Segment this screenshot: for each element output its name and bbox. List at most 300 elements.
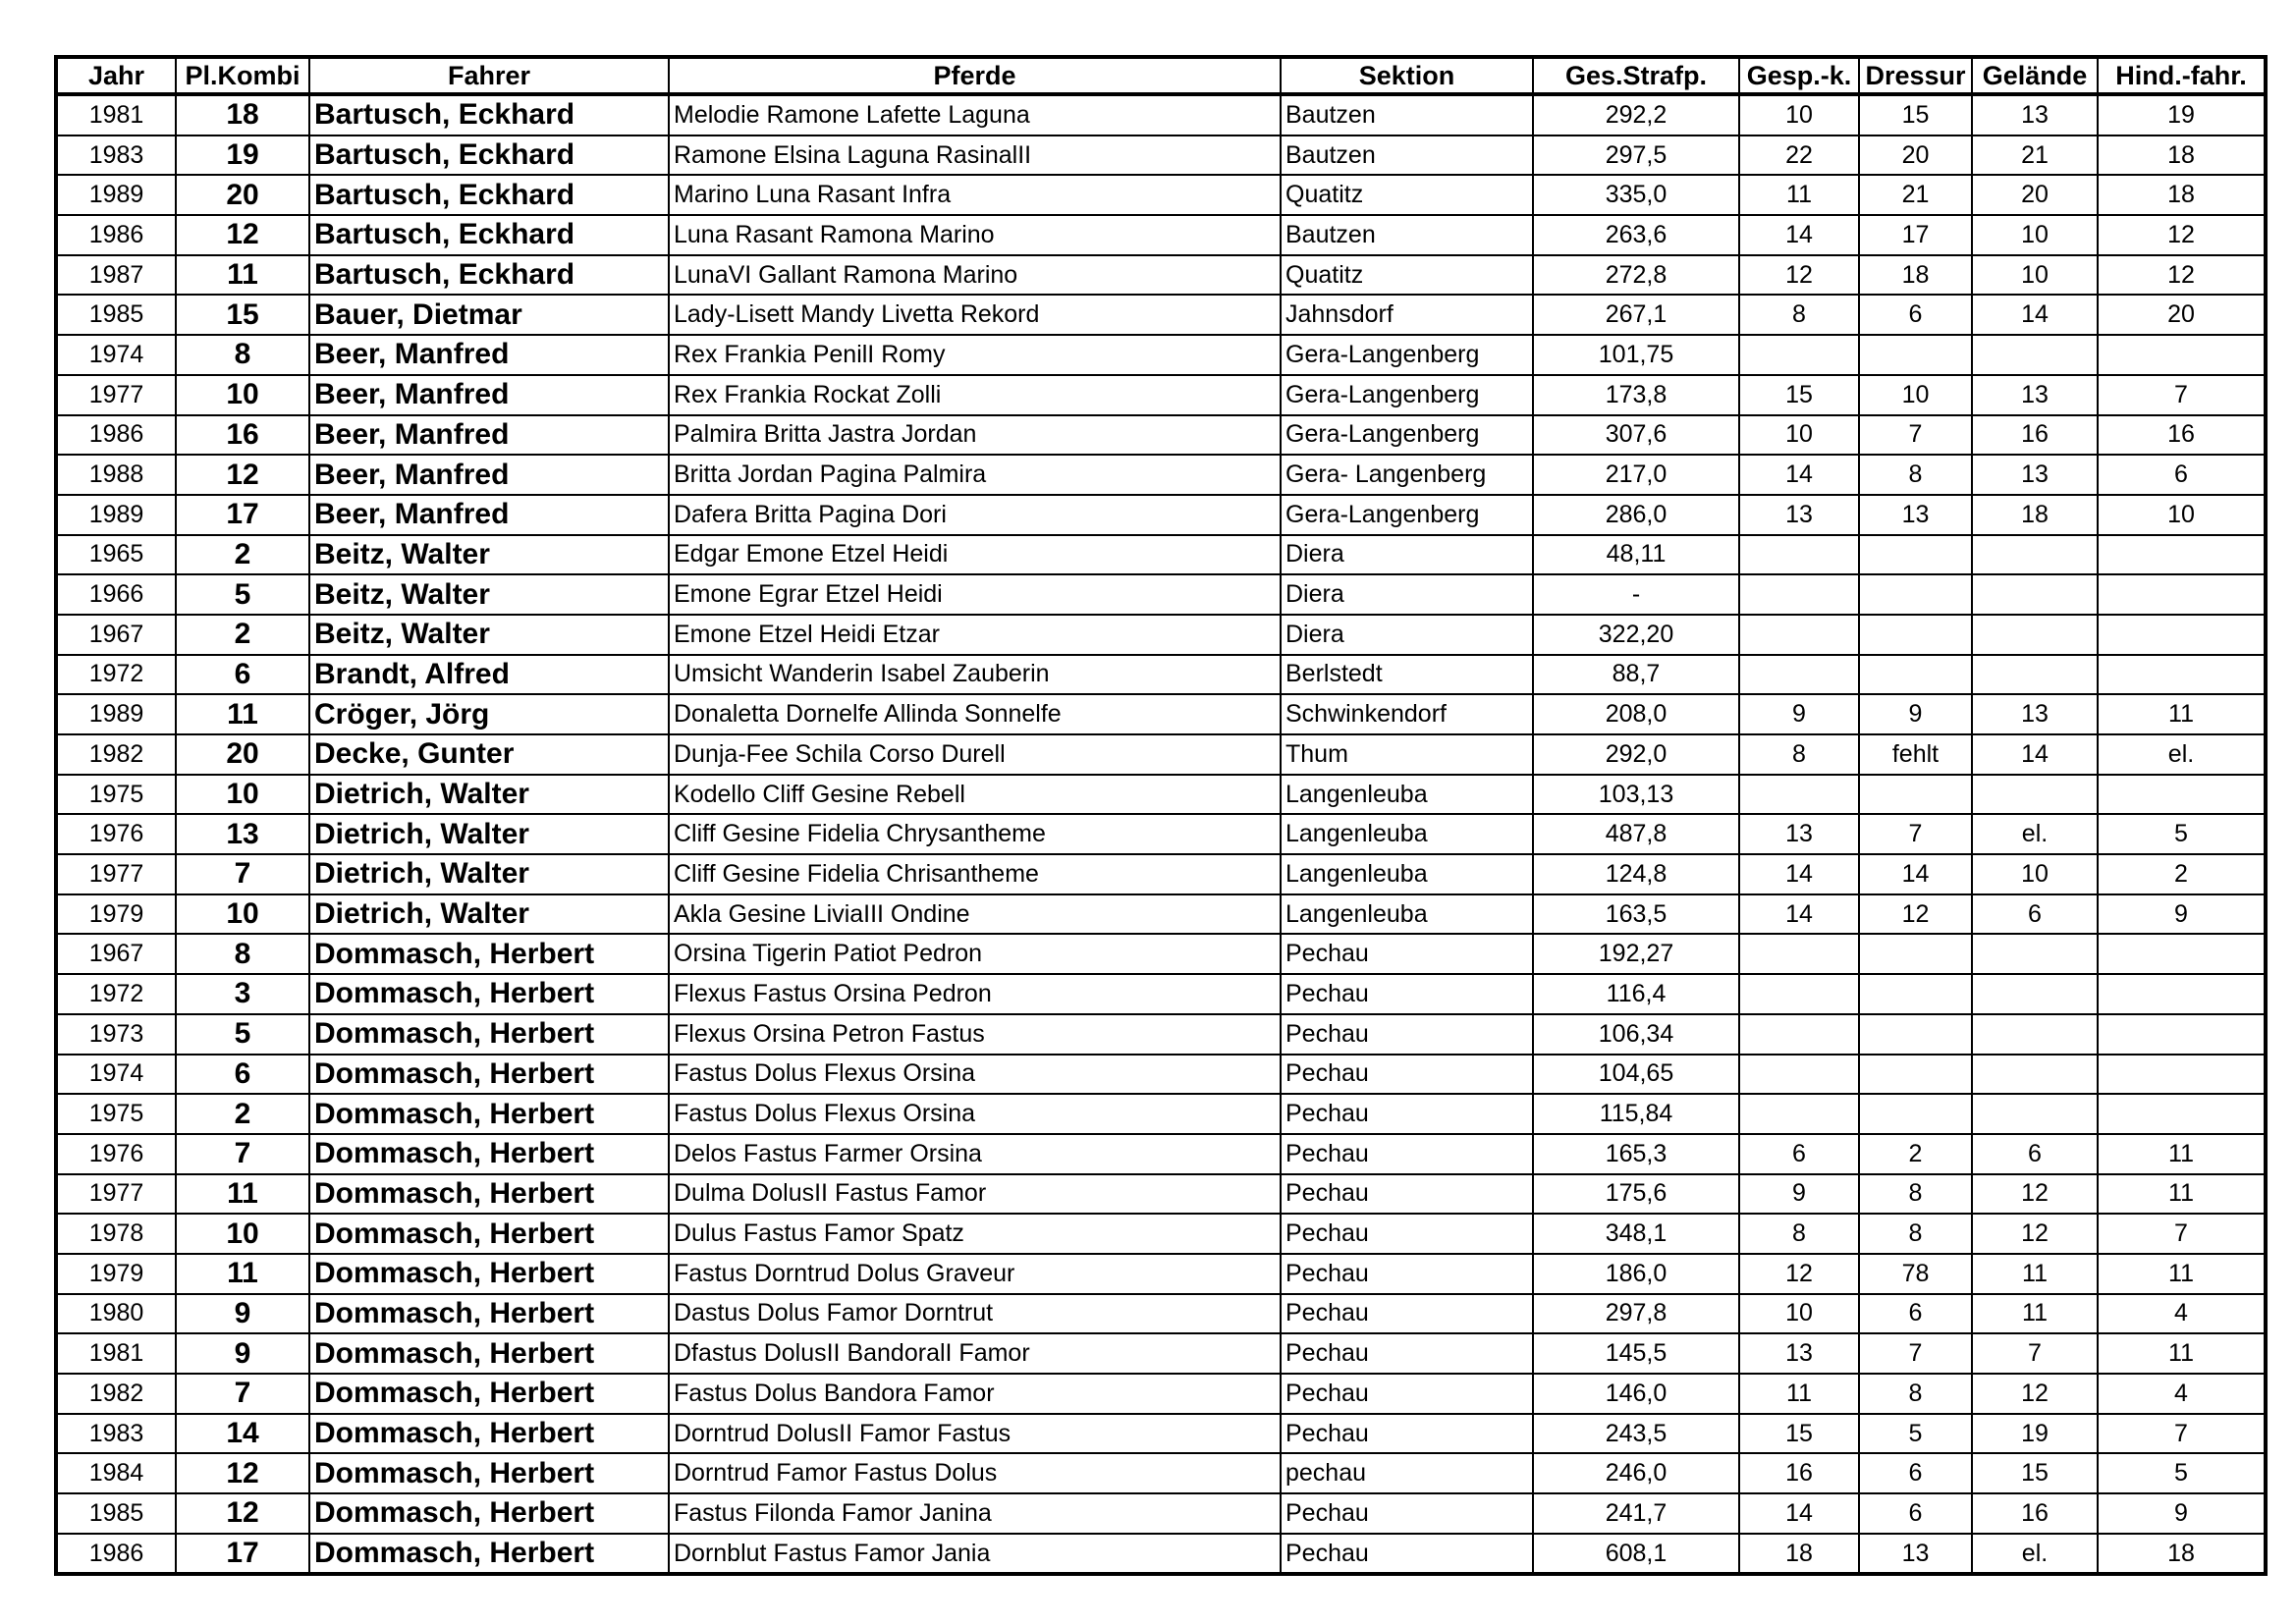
cell-ges-strafp: 272,8 xyxy=(1533,255,1739,296)
cell-dressur: 6 xyxy=(1859,1493,1972,1534)
cell-hind-fahr xyxy=(2098,775,2266,815)
cell-gesp-k: 8 xyxy=(1739,734,1859,775)
cell-pl-kombi: 17 xyxy=(176,495,309,535)
table-row xyxy=(56,1174,2266,1215)
cell-jahr: 1981 xyxy=(56,1333,176,1374)
cell-ges-strafp: 106,34 xyxy=(1533,1014,1739,1055)
cell-ges-strafp: 101,75 xyxy=(1533,335,1739,375)
cell-ges-strafp: 115,84 xyxy=(1533,1094,1739,1134)
cell-gesp-k xyxy=(1739,934,1859,974)
cell-dressur: fehlt xyxy=(1859,734,1972,775)
cell-pferde: Orsina Tigerin Patiot Pedron xyxy=(669,934,1281,974)
cell-pl-kombi: 2 xyxy=(176,535,309,575)
cell-fahrer: Dommasch, Herbert xyxy=(309,1134,669,1174)
table-row xyxy=(56,974,2266,1014)
cell-sektion: Pechau xyxy=(1281,974,1533,1014)
cell-pferde: Cliff Gesine Fidelia Chrysantheme xyxy=(669,814,1281,854)
cell-pl-kombi: 9 xyxy=(176,1294,309,1334)
cell-dressur: 12 xyxy=(1859,894,1972,935)
cell-dressur xyxy=(1859,615,1972,655)
cell-gesp-k: 15 xyxy=(1739,1414,1859,1454)
cell-hind-fahr: 10 xyxy=(2098,495,2266,535)
cell-pferde: LunaVI Gallant Ramona Marino xyxy=(669,255,1281,296)
cell-sektion: Langenleuba xyxy=(1281,894,1533,935)
cell-pferde: Donaletta Dornelfe Allinda Sonnelfe xyxy=(669,694,1281,734)
cell-sektion: Bautzen xyxy=(1281,94,1533,135)
cell-hind-fahr: 5 xyxy=(2098,1453,2266,1493)
cell-gesp-k: 14 xyxy=(1739,854,1859,894)
cell-ges-strafp: 192,27 xyxy=(1533,934,1739,974)
cell-fahrer: Beer, Manfred xyxy=(309,335,669,375)
cell-hind-fahr xyxy=(2098,934,2266,974)
cell-fahrer: Beitz, Walter xyxy=(309,535,669,575)
table-row xyxy=(56,94,2266,135)
cell-pferde: Ramone Elsina Laguna RasinalII xyxy=(669,135,1281,176)
table-row xyxy=(56,1453,2266,1493)
cell-pl-kombi: 9 xyxy=(176,1333,309,1374)
cell-gesp-k: 8 xyxy=(1739,1214,1859,1254)
cell-jahr: 1989 xyxy=(56,694,176,734)
table-row xyxy=(56,1134,2266,1174)
cell-gesp-k xyxy=(1739,1014,1859,1055)
cell-gelaende: 19 xyxy=(1972,1414,2098,1454)
cell-hind-fahr xyxy=(2098,574,2266,615)
cell-jahr: 1989 xyxy=(56,495,176,535)
table-row xyxy=(56,375,2266,415)
cell-jahr: 1986 xyxy=(56,1534,176,1575)
cell-pferde: Delos Fastus Farmer Orsina xyxy=(669,1134,1281,1174)
cell-sektion: Pechau xyxy=(1281,1414,1533,1454)
cell-sektion: Pechau xyxy=(1281,1014,1533,1055)
cell-sektion: Diera xyxy=(1281,574,1533,615)
cell-sektion: Pechau xyxy=(1281,1534,1533,1575)
table-row xyxy=(56,615,2266,655)
cell-hind-fahr: 11 xyxy=(2098,1134,2266,1174)
cell-hind-fahr: 4 xyxy=(2098,1294,2266,1334)
cell-pl-kombi: 16 xyxy=(176,415,309,456)
cell-sektion: Gera-Langenberg xyxy=(1281,415,1533,456)
cell-hind-fahr: el. xyxy=(2098,734,2266,775)
cell-dressur: 2 xyxy=(1859,1134,1972,1174)
cell-dressur: 6 xyxy=(1859,295,1972,335)
cell-pl-kombi: 7 xyxy=(176,854,309,894)
cell-gesp-k xyxy=(1739,1094,1859,1134)
cell-hind-fahr: 12 xyxy=(2098,215,2266,255)
table-row xyxy=(56,1014,2266,1055)
cell-hind-fahr: 12 xyxy=(2098,255,2266,296)
cell-gesp-k: 15 xyxy=(1739,375,1859,415)
cell-pl-kombi: 11 xyxy=(176,1254,309,1294)
cell-ges-strafp: 124,8 xyxy=(1533,854,1739,894)
cell-hind-fahr: 18 xyxy=(2098,135,2266,176)
cell-pl-kombi: 13 xyxy=(176,814,309,854)
cell-dressur: 18 xyxy=(1859,255,1972,296)
table-row xyxy=(56,255,2266,296)
cell-gesp-k: 9 xyxy=(1739,694,1859,734)
cell-pl-kombi: 12 xyxy=(176,455,309,495)
cell-fahrer: Bartusch, Eckhard xyxy=(309,135,669,176)
cell-gesp-k: 10 xyxy=(1739,1294,1859,1334)
cell-dressur: 13 xyxy=(1859,1534,1972,1575)
cell-fahrer: Beer, Manfred xyxy=(309,455,669,495)
header-row xyxy=(56,57,2266,94)
cell-pl-kombi: 19 xyxy=(176,135,309,176)
table-row xyxy=(56,335,2266,375)
cell-pferde: Edgar Emone Etzel Heidi xyxy=(669,535,1281,575)
cell-jahr: 1976 xyxy=(56,1134,176,1174)
cell-dressur: 21 xyxy=(1859,175,1972,215)
cell-gesp-k: 11 xyxy=(1739,175,1859,215)
cell-pl-kombi: 12 xyxy=(176,215,309,255)
table-row xyxy=(56,1534,2266,1575)
cell-jahr: 1973 xyxy=(56,1014,176,1055)
header-ges-strafp: Ges.Strafp. xyxy=(1533,57,1739,94)
cell-gelaende xyxy=(1972,655,2098,695)
cell-fahrer: Beer, Manfred xyxy=(309,375,669,415)
cell-pl-kombi: 18 xyxy=(176,94,309,135)
cell-ges-strafp: 175,6 xyxy=(1533,1174,1739,1215)
table-row xyxy=(56,1254,2266,1294)
cell-dressur: 6 xyxy=(1859,1453,1972,1493)
cell-ges-strafp: 116,4 xyxy=(1533,974,1739,1014)
cell-pl-kombi: 11 xyxy=(176,255,309,296)
cell-fahrer: Dommasch, Herbert xyxy=(309,974,669,1014)
cell-gesp-k: 9 xyxy=(1739,1174,1859,1215)
cell-gelaende: 10 xyxy=(1972,215,2098,255)
cell-hind-fahr: 11 xyxy=(2098,1333,2266,1374)
cell-pferde: Palmira Britta Jastra Jordan xyxy=(669,415,1281,456)
table-row xyxy=(56,574,2266,615)
cell-pl-kombi: 10 xyxy=(176,894,309,935)
cell-pferde: Dfastus DolusII BandoralI Famor xyxy=(669,1333,1281,1374)
cell-pl-kombi: 10 xyxy=(176,775,309,815)
cell-gesp-k xyxy=(1739,1055,1859,1095)
cell-pferde: Emone Egrar Etzel Heidi xyxy=(669,574,1281,615)
cell-jahr: 1965 xyxy=(56,535,176,575)
cell-jahr: 1974 xyxy=(56,335,176,375)
cell-sektion: Berlstedt xyxy=(1281,655,1533,695)
table-row xyxy=(56,775,2266,815)
cell-gesp-k: 12 xyxy=(1739,255,1859,296)
cell-gelaende xyxy=(1972,934,2098,974)
cell-pferde: Dafera Britta Pagina Dori xyxy=(669,495,1281,535)
cell-gelaende: 21 xyxy=(1972,135,2098,176)
cell-fahrer: Beer, Manfred xyxy=(309,495,669,535)
cell-sektion: Langenleuba xyxy=(1281,775,1533,815)
cell-gelaende: 14 xyxy=(1972,295,2098,335)
cell-jahr: 1978 xyxy=(56,1214,176,1254)
cell-gesp-k: 13 xyxy=(1739,1333,1859,1374)
cell-pl-kombi: 12 xyxy=(176,1493,309,1534)
cell-dressur xyxy=(1859,655,1972,695)
table-row xyxy=(56,535,2266,575)
cell-pferde: Emone Etzel Heidi Etzar xyxy=(669,615,1281,655)
cell-ges-strafp: 297,5 xyxy=(1533,135,1739,176)
cell-pferde: Umsicht Wanderin Isabel Zauberin xyxy=(669,655,1281,695)
cell-dressur xyxy=(1859,775,1972,815)
header-hind-fahr: Hind.-fahr. xyxy=(2098,57,2266,94)
cell-sektion: Pechau xyxy=(1281,1174,1533,1215)
header-jahr: Jahr xyxy=(56,57,176,94)
cell-hind-fahr: 7 xyxy=(2098,1214,2266,1254)
cell-dressur: 7 xyxy=(1859,415,1972,456)
cell-dressur: 20 xyxy=(1859,135,1972,176)
cell-pferde: Cliff Gesine Fidelia Chrisantheme xyxy=(669,854,1281,894)
table-row xyxy=(56,495,2266,535)
cell-hind-fahr: 16 xyxy=(2098,415,2266,456)
cell-hind-fahr: 11 xyxy=(2098,1254,2266,1294)
cell-dressur xyxy=(1859,1055,1972,1095)
cell-dressur xyxy=(1859,335,1972,375)
cell-jahr: 1966 xyxy=(56,574,176,615)
cell-fahrer: Dommasch, Herbert xyxy=(309,1333,669,1374)
cell-gesp-k: 14 xyxy=(1739,455,1859,495)
cell-pl-kombi: 5 xyxy=(176,574,309,615)
cell-sektion: Quatitz xyxy=(1281,175,1533,215)
cell-hind-fahr: 9 xyxy=(2098,1493,2266,1534)
cell-hind-fahr: 6 xyxy=(2098,455,2266,495)
cell-jahr: 1977 xyxy=(56,1174,176,1215)
cell-ges-strafp: 348,1 xyxy=(1533,1214,1739,1254)
cell-ges-strafp: 208,0 xyxy=(1533,694,1739,734)
cell-jahr: 1979 xyxy=(56,894,176,935)
cell-gesp-k: 16 xyxy=(1739,1453,1859,1493)
cell-hind-fahr xyxy=(2098,655,2266,695)
cell-fahrer: Dommasch, Herbert xyxy=(309,1014,669,1055)
cell-pferde: Fastus Dolus Flexus Orsina xyxy=(669,1094,1281,1134)
cell-pl-kombi: 6 xyxy=(176,1055,309,1095)
cell-gelaende: el. xyxy=(1972,1534,2098,1575)
cell-dressur xyxy=(1859,574,1972,615)
cell-pl-kombi: 11 xyxy=(176,694,309,734)
cell-pferde: Dulma DolusII Fastus Famor xyxy=(669,1174,1281,1215)
cell-dressur xyxy=(1859,1094,1972,1134)
header-pl-kombi: Pl.Kombi xyxy=(176,57,309,94)
cell-ges-strafp: 146,0 xyxy=(1533,1374,1739,1414)
cell-jahr: 1983 xyxy=(56,1414,176,1454)
cell-ges-strafp: 88,7 xyxy=(1533,655,1739,695)
cell-ges-strafp: 173,8 xyxy=(1533,375,1739,415)
cell-fahrer: Bauer, Dietmar xyxy=(309,295,669,335)
cell-dressur: 5 xyxy=(1859,1414,1972,1454)
cell-gelaende: 16 xyxy=(1972,415,2098,456)
header-gelaende: Gelände xyxy=(1972,57,2098,94)
cell-fahrer: Dommasch, Herbert xyxy=(309,1374,669,1414)
cell-fahrer: Dommasch, Herbert xyxy=(309,934,669,974)
cell-sektion: Pechau xyxy=(1281,1254,1533,1294)
cell-hind-fahr: 2 xyxy=(2098,854,2266,894)
cell-pl-kombi: 15 xyxy=(176,295,309,335)
header-dressur: Dressur xyxy=(1859,57,1972,94)
cell-pl-kombi: 10 xyxy=(176,1214,309,1254)
cell-hind-fahr: 20 xyxy=(2098,295,2266,335)
cell-fahrer: Dietrich, Walter xyxy=(309,854,669,894)
cell-gelaende: 11 xyxy=(1972,1294,2098,1334)
cell-gelaende: 10 xyxy=(1972,854,2098,894)
table-row xyxy=(56,734,2266,775)
cell-pl-kombi: 17 xyxy=(176,1534,309,1575)
cell-jahr: 1967 xyxy=(56,615,176,655)
cell-jahr: 1967 xyxy=(56,934,176,974)
cell-sektion: Pechau xyxy=(1281,1134,1533,1174)
cell-gesp-k: 10 xyxy=(1739,415,1859,456)
cell-sektion: Gera-Langenberg xyxy=(1281,495,1533,535)
cell-fahrer: Dietrich, Walter xyxy=(309,894,669,935)
cell-gesp-k xyxy=(1739,974,1859,1014)
cell-pl-kombi: 5 xyxy=(176,1014,309,1055)
table-row xyxy=(56,295,2266,335)
cell-ges-strafp: 487,8 xyxy=(1533,814,1739,854)
cell-fahrer: Dommasch, Herbert xyxy=(309,1174,669,1215)
table-row xyxy=(56,135,2266,176)
cell-dressur: 8 xyxy=(1859,1214,1972,1254)
cell-fahrer: Dommasch, Herbert xyxy=(309,1254,669,1294)
cell-sektion: Jahnsdorf xyxy=(1281,295,1533,335)
table-row xyxy=(56,694,2266,734)
cell-gelaende xyxy=(1972,775,2098,815)
cell-fahrer: Dommasch, Herbert xyxy=(309,1534,669,1575)
cell-pferde: Rex Frankia Rockat Zolli xyxy=(669,375,1281,415)
cell-pl-kombi: 8 xyxy=(176,335,309,375)
cell-ges-strafp: 217,0 xyxy=(1533,455,1739,495)
cell-hind-fahr: 7 xyxy=(2098,1414,2266,1454)
cell-pferde: Fastus Dorntrud Dolus Graveur xyxy=(669,1254,1281,1294)
cell-pl-kombi: 7 xyxy=(176,1374,309,1414)
cell-pferde: Dorntrud DolusII Famor Fastus xyxy=(669,1414,1281,1454)
table-row xyxy=(56,1214,2266,1254)
cell-fahrer: Dommasch, Herbert xyxy=(309,1214,669,1254)
cell-gelaende: 6 xyxy=(1972,1134,2098,1174)
table-row xyxy=(56,215,2266,255)
table-row xyxy=(56,415,2266,456)
cell-gesp-k xyxy=(1739,655,1859,695)
cell-pl-kombi: 20 xyxy=(176,175,309,215)
cell-jahr: 1972 xyxy=(56,655,176,695)
cell-jahr: 1977 xyxy=(56,854,176,894)
results-table xyxy=(54,55,2268,1576)
cell-ges-strafp: 297,8 xyxy=(1533,1294,1739,1334)
cell-ges-strafp: 335,0 xyxy=(1533,175,1739,215)
cell-dressur xyxy=(1859,1014,1972,1055)
cell-pferde: Flexus Orsina Petron Fastus xyxy=(669,1014,1281,1055)
cell-dressur xyxy=(1859,974,1972,1014)
cell-sektion: Bautzen xyxy=(1281,135,1533,176)
cell-fahrer: Beitz, Walter xyxy=(309,615,669,655)
cell-jahr: 1977 xyxy=(56,375,176,415)
cell-hind-fahr: 18 xyxy=(2098,175,2266,215)
cell-pferde: Rex Frankia PenilI Romy xyxy=(669,335,1281,375)
header-gesp-k: Gesp.-k. xyxy=(1739,57,1859,94)
cell-gelaende xyxy=(1972,1014,2098,1055)
cell-gesp-k xyxy=(1739,775,1859,815)
cell-sektion: Bautzen xyxy=(1281,215,1533,255)
cell-sektion: Schwinkendorf xyxy=(1281,694,1533,734)
table-header xyxy=(56,57,2266,94)
cell-pl-kombi: 7 xyxy=(176,1134,309,1174)
cell-gelaende: el. xyxy=(1972,814,2098,854)
cell-pferde: Fastus Dolus Flexus Orsina xyxy=(669,1055,1281,1095)
cell-ges-strafp: 286,0 xyxy=(1533,495,1739,535)
cell-hind-fahr: 4 xyxy=(2098,1374,2266,1414)
cell-sektion: Pechau xyxy=(1281,1294,1533,1334)
cell-dressur: 7 xyxy=(1859,814,1972,854)
cell-pferde: Flexus Fastus Orsina Pedron xyxy=(669,974,1281,1014)
cell-ges-strafp: 292,0 xyxy=(1533,734,1739,775)
cell-fahrer: Dietrich, Walter xyxy=(309,775,669,815)
cell-pl-kombi: 20 xyxy=(176,734,309,775)
cell-sektion: pechau xyxy=(1281,1453,1533,1493)
cell-pl-kombi: 10 xyxy=(176,375,309,415)
cell-gesp-k: 12 xyxy=(1739,1254,1859,1294)
cell-ges-strafp: 246,0 xyxy=(1533,1453,1739,1493)
cell-gelaende xyxy=(1972,535,2098,575)
cell-hind-fahr: 11 xyxy=(2098,694,2266,734)
table-row xyxy=(56,1055,2266,1095)
cell-gelaende: 13 xyxy=(1972,694,2098,734)
cell-hind-fahr: 19 xyxy=(2098,94,2266,135)
table-row xyxy=(56,1094,2266,1134)
cell-fahrer: Bartusch, Eckhard xyxy=(309,94,669,135)
cell-dressur: 10 xyxy=(1859,375,1972,415)
cell-hind-fahr: 5 xyxy=(2098,814,2266,854)
cell-gelaende: 13 xyxy=(1972,375,2098,415)
cell-jahr: 1975 xyxy=(56,1094,176,1134)
cell-pferde: Dornblut Fastus Famor Jania xyxy=(669,1534,1281,1575)
cell-hind-fahr xyxy=(2098,974,2266,1014)
cell-jahr: 1979 xyxy=(56,1254,176,1294)
cell-sektion: Langenleuba xyxy=(1281,814,1533,854)
cell-pl-kombi: 2 xyxy=(176,615,309,655)
table-row xyxy=(56,1493,2266,1534)
cell-sektion: Pechau xyxy=(1281,934,1533,974)
cell-gesp-k: 6 xyxy=(1739,1134,1859,1174)
cell-gelaende xyxy=(1972,1094,2098,1134)
cell-jahr: 1974 xyxy=(56,1055,176,1095)
table-row xyxy=(56,854,2266,894)
cell-fahrer: Bartusch, Eckhard xyxy=(309,215,669,255)
cell-pferde: Akla Gesine LiviaIII Ondine xyxy=(669,894,1281,935)
cell-sektion: Diera xyxy=(1281,535,1533,575)
cell-jahr: 1985 xyxy=(56,1493,176,1534)
cell-gesp-k xyxy=(1739,574,1859,615)
cell-pferde: Dastus Dolus Famor Dorntrut xyxy=(669,1294,1281,1334)
cell-gelaende: 13 xyxy=(1972,94,2098,135)
cell-hind-fahr: 18 xyxy=(2098,1534,2266,1575)
cell-sektion: Pechau xyxy=(1281,1333,1533,1374)
cell-fahrer: Dommasch, Herbert xyxy=(309,1453,669,1493)
cell-dressur: 7 xyxy=(1859,1333,1972,1374)
cell-sektion: Diera xyxy=(1281,615,1533,655)
cell-ges-strafp: 267,1 xyxy=(1533,295,1739,335)
cell-gelaende xyxy=(1972,335,2098,375)
cell-jahr: 1982 xyxy=(56,1374,176,1414)
cell-gesp-k: 13 xyxy=(1739,814,1859,854)
cell-gelaende: 11 xyxy=(1972,1254,2098,1294)
header-sektion: Sektion xyxy=(1281,57,1533,94)
cell-pl-kombi: 3 xyxy=(176,974,309,1014)
cell-gelaende: 15 xyxy=(1972,1453,2098,1493)
cell-jahr: 1982 xyxy=(56,734,176,775)
cell-fahrer: Bartusch, Eckhard xyxy=(309,255,669,296)
cell-ges-strafp: 243,5 xyxy=(1533,1414,1739,1454)
table-row xyxy=(56,934,2266,974)
table-row xyxy=(56,1374,2266,1414)
table-row xyxy=(56,894,2266,935)
cell-pl-kombi: 8 xyxy=(176,934,309,974)
cell-sektion: Pechau xyxy=(1281,1094,1533,1134)
cell-hind-fahr xyxy=(2098,1094,2266,1134)
cell-jahr: 1986 xyxy=(56,215,176,255)
